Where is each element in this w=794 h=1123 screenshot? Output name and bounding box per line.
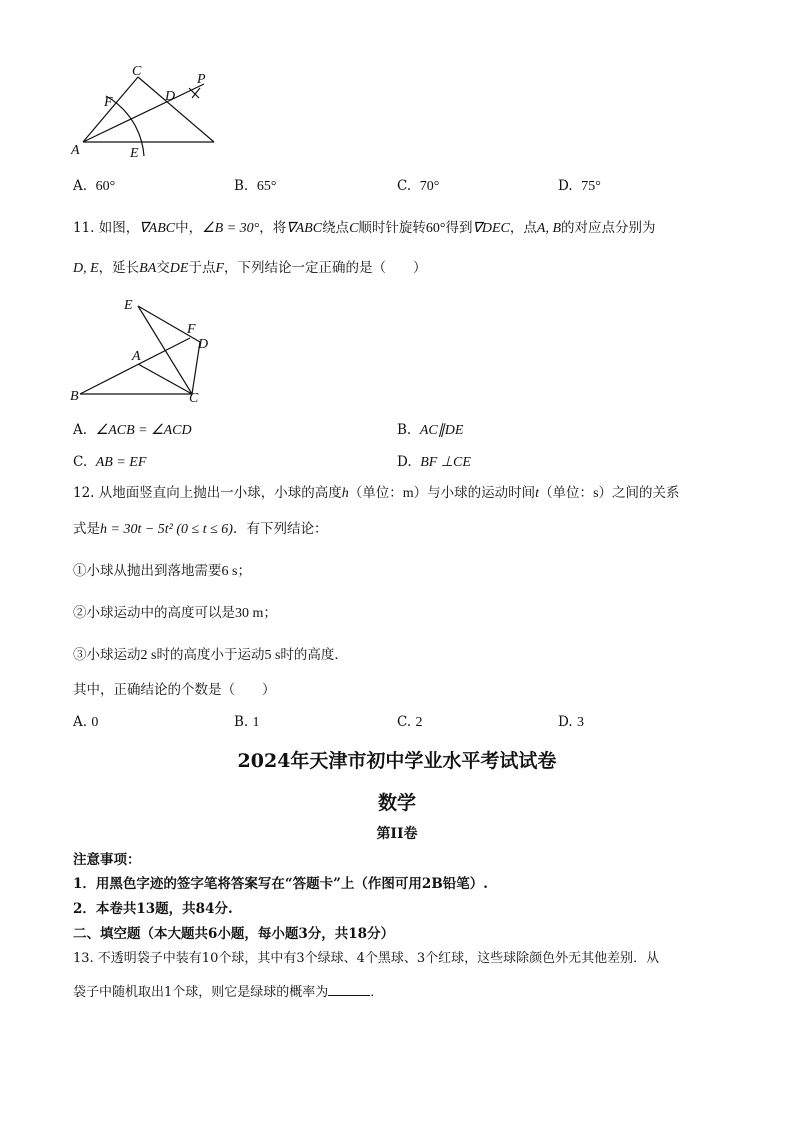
label-d: D [165,89,176,104]
label-b: B [70,389,79,404]
q12-conclusion-1 [73,562,251,581]
q10-option-c[interactable] [397,177,439,196]
option-letter: B. [234,178,249,194]
q10-option-a[interactable] [73,177,115,196]
text: ①小球从抛出到落地需要 [73,563,222,579]
q11-stem-line1 [73,219,656,238]
text: ）之间的关系 [598,485,680,501]
math-unit: m [402,486,414,501]
text: 交 [156,260,170,276]
math-point: F [215,261,225,276]
segment-bf [80,338,190,394]
volume-title: 第II卷 [376,826,418,842]
text: ．有下列结论： [232,521,328,537]
math-triangle: ∇DEC [472,221,510,236]
text: 袋子中随机取出1个球，则它是绿球的概率为 [73,985,329,1000]
q12-option-c[interactable] [397,713,422,732]
math-points: A, B [536,221,561,236]
figure-q11 [66,292,216,410]
q12-question: 其中，正确结论的个数是（ ） [73,682,276,698]
text: ③小球运动 [73,647,141,663]
option-value: 75° [581,179,601,194]
label-f: F [104,95,113,110]
math-value: 6 s [221,564,238,579]
text: 于点 [188,260,216,276]
math-triangle: ∇ABC [286,221,323,236]
text: （单位： [348,485,403,501]
q10-option-d[interactable] [558,177,601,196]
q12-stem-line1 [73,484,680,503]
q11-option-d[interactable] [397,453,471,472]
exam-title: 2024年天津市初中学业水平考试试卷 [237,750,557,772]
option-letter: B. [234,714,249,730]
math-var: t [535,486,540,501]
math-segment: DE [169,261,189,276]
label-d: D [198,337,209,352]
math-degree: 60° [425,221,446,236]
option-letter: C. [397,178,412,194]
option-letter: A. [73,422,88,438]
segment-ac [138,364,192,394]
text: 绕点 [322,220,350,236]
text: 时的高度． [280,647,348,663]
segment-ec [138,306,192,394]
math-segment: BA [139,261,157,276]
q11-option-c[interactable] [73,453,146,472]
q11-option-a[interactable] [73,421,192,440]
figure-q10 [66,62,226,162]
text: 时的高度小于运动 [156,647,265,663]
question-number: 12. [73,485,95,501]
label-e: E [124,298,133,313]
notes-heading: 注意事项： [73,852,141,868]
math-value: 5 s [264,648,281,663]
option-value: 1 [252,715,260,730]
option-value: 65° [256,179,277,194]
label-a: A [71,143,80,158]
q12-option-d[interactable] [558,713,584,732]
text: 顺时针旋转 [358,220,426,236]
text: 得到 [445,220,473,236]
math-triangle: ∇ABC [139,221,176,236]
option-value: 60° [95,179,116,194]
text: ； [237,563,251,579]
option-letter: D. [558,178,573,194]
option-letter: A. [73,178,88,194]
arc-mark-1 [189,88,199,98]
q12-stem-line2 [73,520,327,539]
math-formula: h = 30t − 5t² (0 ≤ t ≤ 6) [100,522,233,537]
text: ②小球运动中的高度可以是 [73,605,235,621]
subject-title: 数学 [377,792,416,814]
text: 中， [175,220,203,236]
text: ）与小球的运动时间 [413,485,536,501]
ray-ap [83,84,204,142]
note-1: 1．用黑色字迹的签字笔将答案写在“答题卡”上（作图可用2B铅笔）. [73,876,488,892]
text: ，将 [259,220,287,236]
q12-conclusion-2 [73,604,277,623]
q12-option-a[interactable] [73,713,98,732]
option-letter: D. [397,454,412,470]
math-points: D, E [73,261,99,276]
q13-line2 [73,983,383,1002]
q11-option-b[interactable] [397,421,463,440]
text: （单位： [539,485,594,501]
text: ，延长 [98,260,140,276]
label-a: A [132,349,141,364]
text: ，下列结论一定正确的是（ ） [224,260,427,276]
note-2: 2．本卷共13题，共84分. [73,901,233,917]
text: 从地面竖直向上抛出一小球，小球的高度 [98,485,342,501]
q12-conclusion-3 [73,646,348,665]
label-e: E [130,146,139,161]
option-value: 0 [91,715,99,730]
text: ； [263,605,277,621]
math-var: h [341,486,349,501]
option-value: BF ⊥CE [420,455,471,470]
text: ． [370,985,384,1000]
text: 式是 [73,521,100,537]
math-value: 30 m [235,606,264,621]
option-value: 70° [419,179,440,194]
option-value: 2 [415,715,423,730]
math-point: C [349,221,359,236]
option-value: AB = EF [95,455,147,470]
section-fill-in-heading: 二、填空题（本大题共6小题，每小题3分，共18分） [73,926,395,942]
text: 如图， [98,220,140,236]
q11-stem-line2 [73,259,427,278]
math-unit: s [593,486,599,501]
math-value: 2 s [140,648,157,663]
label-f: F [187,322,196,337]
text: ，点 [509,220,537,236]
text: 的对应点分别为 [561,220,656,236]
answer-blank[interactable] [328,983,370,996]
question-number: 11. [73,220,95,236]
q10-option-b[interactable] [234,177,276,196]
option-letter: B. [397,422,412,438]
option-letter: A. [73,714,88,730]
label-c: C [189,391,199,406]
option-value: AC∥DE [419,423,464,438]
option-value: ∠ACB = ∠ACD [95,423,192,438]
option-letter: D. [558,714,573,730]
q13-line1: 13. 不透明袋子中装有10个球，其中有3个绿球、4个黑球、3个红球，这些球除颜色外无其他差别．从 [73,951,660,966]
label-p: P [197,72,206,87]
label-c: C [132,64,142,79]
option-letter: C. [397,714,412,730]
option-value: 3 [576,715,584,730]
q12-option-b[interactable] [234,713,260,732]
math-angle: ∠B = 30° [202,221,260,236]
option-letter: C. [73,454,88,470]
